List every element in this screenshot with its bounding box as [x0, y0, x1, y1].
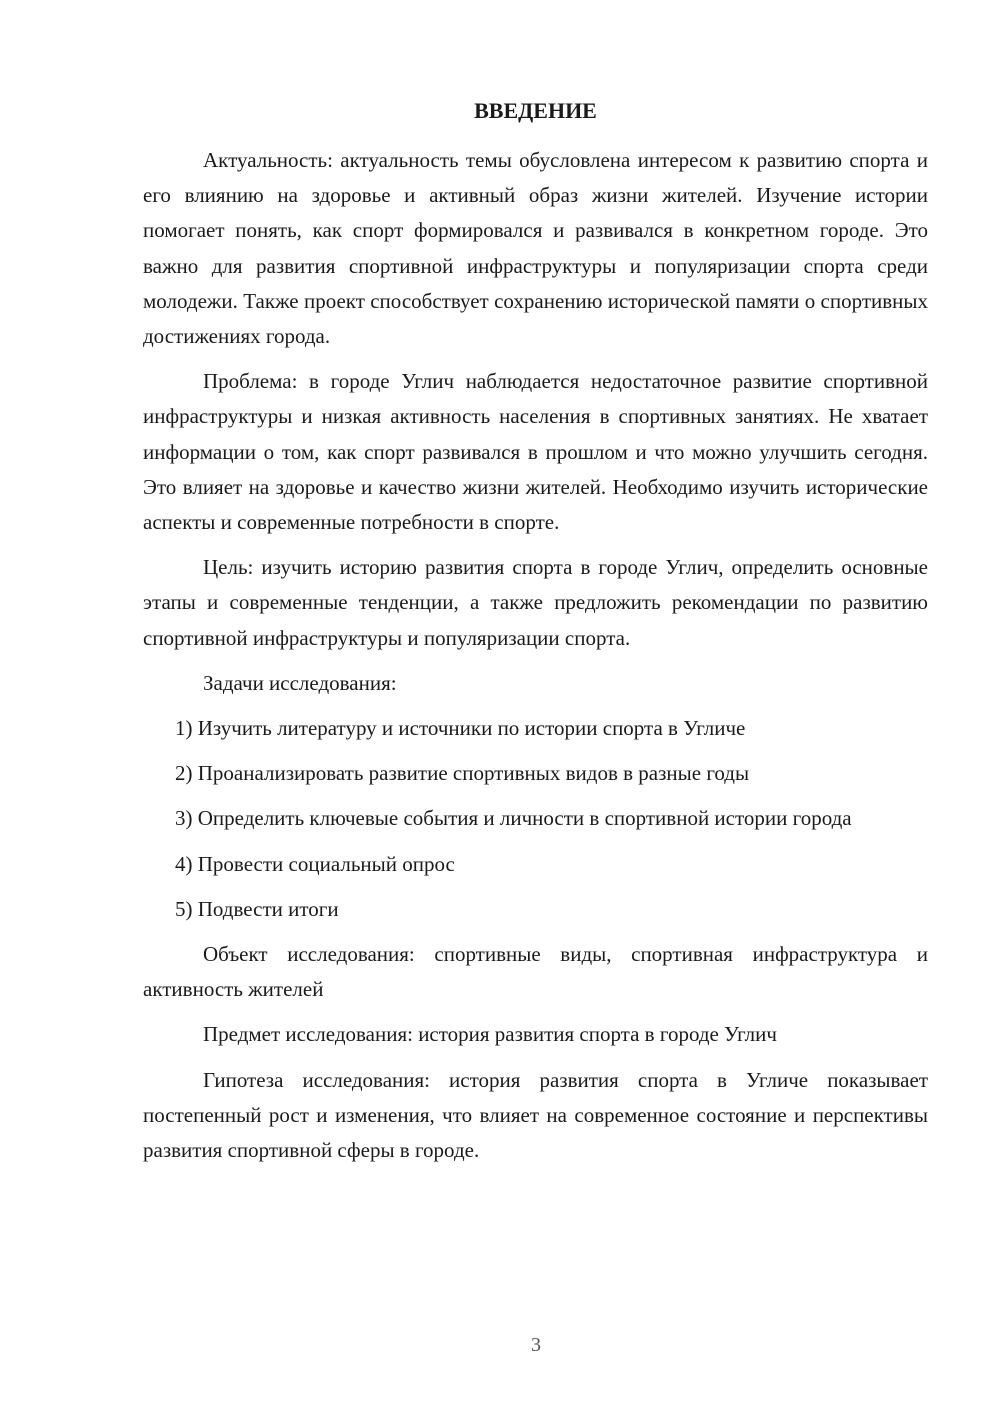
- tasks-heading: Задачи исследования:: [203, 670, 397, 695]
- task-item-1: 1) Изучить литературу и источники по истории спорта в Угличе: [175, 716, 746, 741]
- page-title: ВВЕДЕНИЕ: [474, 98, 597, 123]
- task-item-5: 5) Подвести итоги: [175, 896, 339, 921]
- task-item-3: 3) Определить ключевые события и личности в спортивной истории города: [175, 806, 852, 831]
- paragraph-object: Объект исследования: спортивные виды, спортивная инфраструктура и активность жителей: [143, 942, 928, 1002]
- paragraph-goal: Цель: изучить историю развития спорта в городе Углич, определить основные этапы и современные тенденции, а также предложить рекомендации по развитию спортивной инфраструктуры и популяризации спорта.: [143, 555, 928, 650]
- task-item-2: 2) Проанализировать развитие спортивных видов в разные годы: [175, 761, 750, 786]
- paragraph-subject: Предмет исследования: история развития спорта в городе Углич: [203, 1022, 777, 1047]
- task-item-4: 4) Провести социальный опрос: [175, 851, 455, 876]
- page-number: 3: [531, 1334, 541, 1356]
- paragraph-problem: Проблема: в городе Углич наблюдается недостаточное развитие спортивной инфраструктуры и низкая активность населения в спортивных занятиях. Не хватает информации о том, как спорт развивался в прошлом и что можно улучшить сегодня. Это влияет на здоровье и качество жизни жителей. Необходимо изучить исторические аспекты и современные потребности в спорте.: [143, 369, 928, 535]
- paragraph-hypothesis: Гипотеза исследования: история развития спорта в Угличе показывает постепенный рост и изменения, что влияет на современное состояние и перспективы развития спортивной сферы в городе.: [143, 1067, 928, 1163]
- document-body: [143, 143, 928, 1178]
- paragraph-relevance: Актуальность: актуальность темы обусловлена интересом к развитию спорта и его влиянию на здоровье и активный образ жизни жителей. Изучение истории помогает понять, как спорт формировался и развивался в конкретном городе. Это важно для развития спортивной инфраструктуры и популяризации спорта среди молодежи. Также проект способствует сохранению исторической памяти о спортивных достижениях города.: [143, 148, 928, 349]
